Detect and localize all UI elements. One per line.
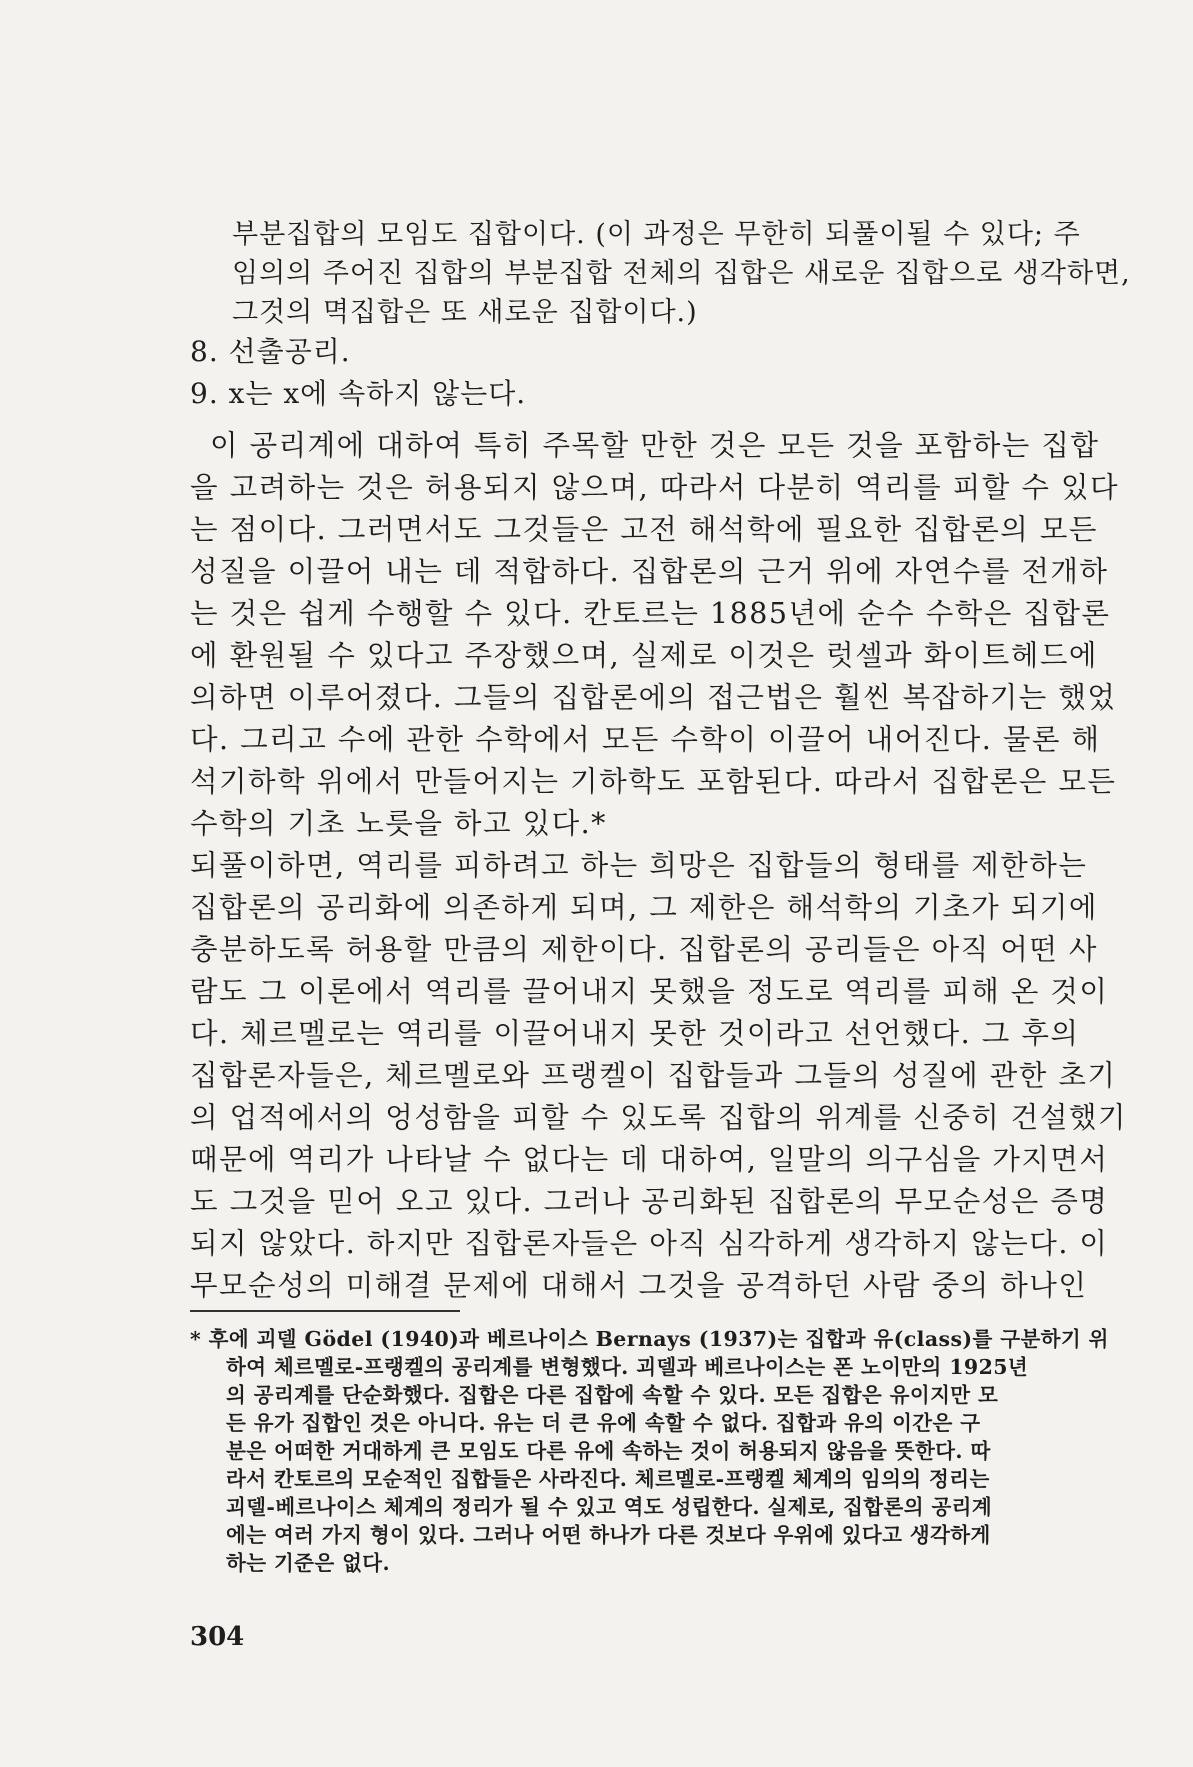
continuation-line: 그것의 멱집합은 또 새로운 집합이다.) xyxy=(232,297,698,328)
axiom-item-8: 8. 선출공리. xyxy=(190,335,351,368)
footnote-line: 하는 기준은 없다. xyxy=(226,1551,391,1575)
footnote-line: 에는 여러 가지 형이 있다. 그러나 어떤 하나가 다른 것보다 우위에 있다고 생각하게 xyxy=(226,1523,991,1547)
continuation-line: 임의의 주어진 집합의 부분집합 전체의 집합은 새로운 집합으로 생각하면, xyxy=(232,258,1131,289)
page-number: 304 xyxy=(190,1622,245,1652)
paragraph-line: 람도 그 이론에서 역리를 끌어내지 못했을 정도로 역리를 피해 온 것이 xyxy=(190,975,1109,1008)
paragraph-line: 석기하학 위에서 만들어지는 기하학도 포함된다. 따라서 집합론은 모든 xyxy=(190,765,1117,798)
paragraph-line: 수학의 기초 노릇을 하고 있다.* xyxy=(190,807,607,840)
paragraph-line: 성질을 이끌어 내는 데 적합하다. 집합론의 근거 위에 자연수를 전개하 xyxy=(190,555,1109,588)
footnote-line: * 후에 괴델 Gödel (1940)과 베르나이스 Bernays (1937)는 집합과 유(class)를 구분하기 위 xyxy=(190,1327,1109,1351)
footnote-line: 의 공리계를 단순화했다. 집합은 다른 집합에 속할 수 있다. 모든 집합은 유이지만 모 xyxy=(226,1383,999,1407)
footnote-line: 든 유가 집합인 것은 아니다. 유는 더 큰 유에 속할 수 없다. 집합과 유의 이간은 구 xyxy=(226,1411,981,1435)
footnote-line: 하여 체르멜로-프랭켈의 공리계를 변형했다. 괴델과 베르나이스는 폰 노이만의 1925년 xyxy=(226,1355,1029,1379)
paragraph-line: 는 것은 쉽게 수행할 수 있다. 칸토르는 1885년에 순수 수학은 집합론 xyxy=(190,597,1111,630)
paragraph-line: 무모순성의 미해결 문제에 대해서 그것을 공격하던 사람 중의 하나인 xyxy=(190,1269,1088,1302)
footnote-line: 라서 칸토르의 모순적인 집합들은 사라진다. 체르멜로-프랭켈 체계의 임의의 정리는 xyxy=(226,1467,990,1491)
footnote-line: 분은 어떠한 거대하게 큰 모임도 다른 유에 속하는 것이 허용되지 않음을 뜻한다. 따 xyxy=(226,1439,991,1463)
paragraph-line: 되지 않았다. 하지만 집합론자들은 아직 심각하게 생각하지 않는다. 이 xyxy=(190,1227,1109,1260)
paragraph-line: 집합론자들은, 체르멜로와 프랭켈이 집합들과 그들의 성질에 관한 초기 xyxy=(190,1059,1117,1092)
axiom-item-9: 9. x는 x에 속하지 않는다. xyxy=(190,377,527,410)
paragraph-line: 충분하도록 허용할 만큼의 제한이다. 집합론의 공리들은 아직 어떤 사 xyxy=(190,933,1098,966)
paragraph-line: 도 그것을 믿어 오고 있다. 그러나 공리화된 집합론의 무모순성은 증명 xyxy=(190,1185,1109,1218)
continuation-line: 부분집합의 모임도 집합이다. (이 과정은 무한히 되풀이될 수 있다; 주 xyxy=(232,219,1081,250)
paragraph-line: 의 업적에서의 엉성함을 피할 수 있도록 집합의 위계를 신중히 건설했기 xyxy=(190,1101,1127,1134)
paragraph-line: 다. 그리고 수에 관한 수학에서 모든 수학이 이끌어 내어진다. 물론 해 xyxy=(190,723,1101,756)
paragraph-line: 다. 체르멜로는 역리를 이끌어내지 못한 것이라고 선언했다. 그 후의 xyxy=(190,1017,1080,1050)
paragraph-line: 을 고려하는 것은 허용되지 않으며, 따라서 다분히 역리를 피할 수 있다 xyxy=(190,471,1120,504)
paragraph-line: 때문에 역리가 나타날 수 없다는 데 대하여, 일말의 의구심을 가지면서 xyxy=(190,1143,1109,1176)
paragraph-line: 에 환원될 수 있다고 주장했으며, 실제로 이것은 럿셀과 화이트헤드에 xyxy=(190,639,1098,672)
paragraph-line: 집합론의 공리화에 의존하게 되며, 그 제한은 해석학의 기초가 되기에 xyxy=(190,891,1098,924)
paragraph-line: 의하면 이루어졌다. 그들의 집합론에의 접근법은 훨씬 복잡하기는 했었 xyxy=(190,681,1117,714)
paragraph-line: 는 점이다. 그러면서도 그것들은 고전 해석학에 필요한 집합론의 모든 xyxy=(190,513,1098,546)
paragraph-line: 이 공리계에 대하여 특히 주목할 만한 것은 모든 것을 포함하는 집합 xyxy=(210,429,1100,462)
paragraph-line: 되풀이하면, 역리를 피하려고 하는 희망은 집합들의 형태를 제한하는 xyxy=(190,849,1088,882)
footnote-line: 괴델-베르나이스 체계의 정리가 될 수 있고 역도 성립한다. 실제로, 집합론의 공리계 xyxy=(226,1495,993,1519)
footnote-rule xyxy=(190,1310,460,1312)
